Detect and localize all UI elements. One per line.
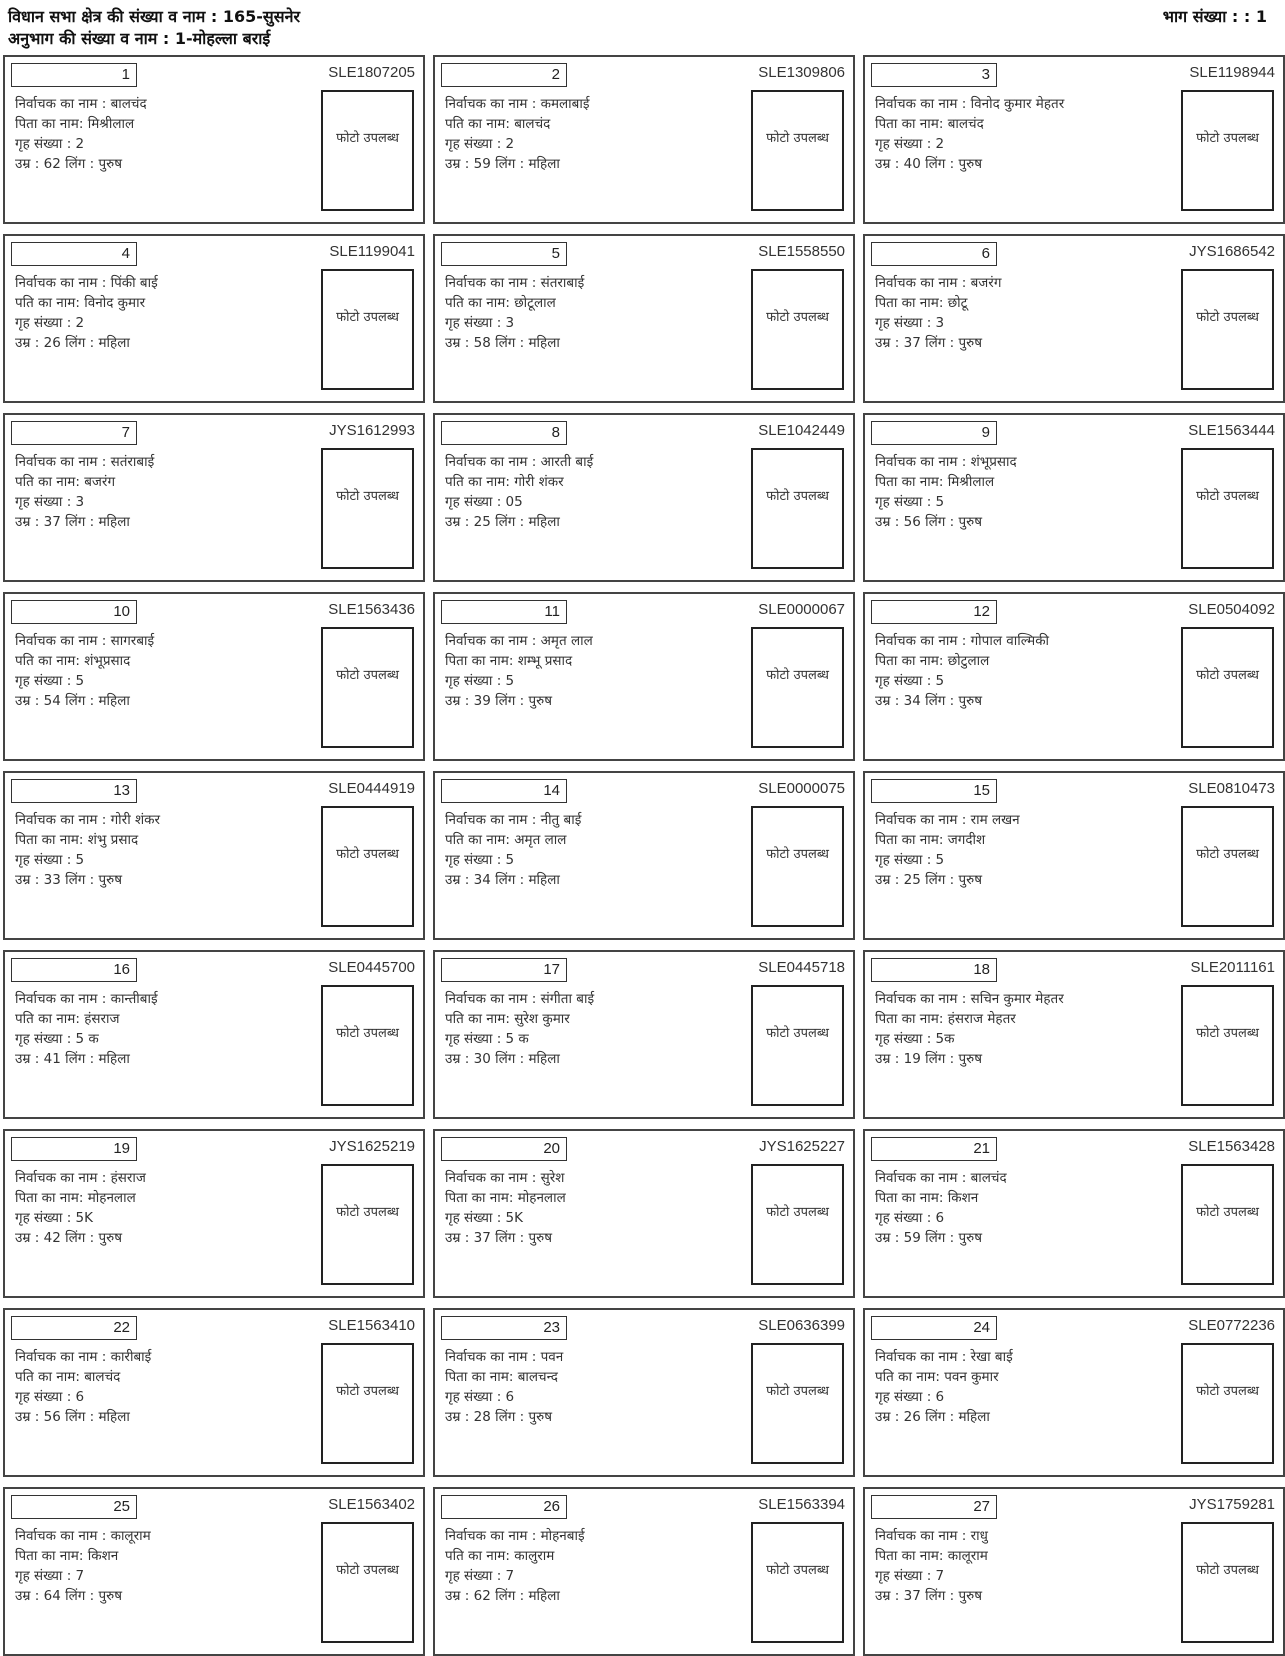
elector-name: निर्वाचक का नाम : आरती बाई — [445, 454, 594, 470]
relation-name: पति का नाम: अमृत लाल — [445, 832, 567, 848]
age-gender: उम्र : 64 लिंग : पुरुष — [15, 1588, 122, 1604]
house-number: गृह संख्या : 6 — [875, 1210, 945, 1226]
voter-card — [863, 950, 1285, 1119]
epic-number: SLE1042449 — [758, 422, 845, 439]
epic-number: JYS1612993 — [329, 422, 415, 439]
voter-details — [445, 452, 593, 532]
house-number: गृह संख्या : 5K — [445, 1210, 523, 1226]
photo-placeholder — [751, 90, 844, 211]
elector-name: निर्वाचक का नाम : नीतु बाई — [445, 812, 582, 828]
age-gender: उम्र : 40 लिंग : पुरुष — [875, 156, 982, 172]
photo-placeholder — [1181, 269, 1274, 390]
epic-number: JYS1625219 — [329, 1138, 415, 1155]
elector-name: निर्वाचक का नाम : रेखा बाई — [875, 1349, 1013, 1365]
relation-name: पति का नाम: बजरंग — [15, 474, 116, 490]
voter-card — [433, 950, 855, 1119]
epic-number: SLE0772236 — [1188, 1317, 1275, 1334]
elector-name: निर्वाचक का नाम : हंसराज — [15, 1170, 146, 1186]
serial-number: 20 — [441, 1137, 567, 1161]
relation-name: पति का नाम: गोरी शंकर — [445, 474, 564, 490]
elector-name: निर्वाचक का नाम : कमलाबाई — [445, 96, 590, 112]
photo-placeholder — [321, 1164, 414, 1285]
voter-card — [3, 234, 425, 403]
serial-number: 9 — [871, 421, 997, 445]
relation-name: पिता का नाम: शम्भू प्रसाद — [445, 653, 573, 669]
age-gender: उम्र : 58 लिंग : महिला — [445, 335, 560, 351]
voter-card — [433, 1487, 855, 1656]
photo-placeholder — [751, 627, 844, 748]
elector-name: निर्वाचक का नाम : बालचंद — [15, 96, 147, 112]
age-gender: उम्र : 56 लिंग : महिला — [15, 1409, 130, 1425]
age-gender: उम्र : 37 लिंग : पुरुष — [875, 335, 982, 351]
voter-card — [3, 1129, 425, 1298]
voter-details — [15, 1347, 151, 1427]
relation-name: पिता का नाम: मिश्रीलाल — [875, 474, 995, 490]
relation-name: पिता का नाम: हंसराज मेहतर — [875, 1011, 1016, 1027]
photo-label: फोटो उपलब्ध — [336, 309, 399, 325]
serial-number: 15 — [871, 779, 997, 803]
epic-number: SLE0810473 — [1188, 780, 1275, 797]
age-gender: उम्र : 19 लिंग : पुरुष — [875, 1051, 982, 1067]
house-number: गृह संख्या : 3 — [15, 494, 85, 510]
serial-number: 6 — [871, 242, 997, 266]
relation-name: पिता का नाम: बालचंद — [875, 116, 984, 132]
relation-name: पिता का नाम: मोहनलाल — [15, 1190, 136, 1206]
elector-name: निर्वाचक का नाम : संतराबाई — [445, 275, 585, 291]
photo-label: फोटो उपलब्ध — [1196, 309, 1259, 325]
elector-name: निर्वाचक का नाम : गोरी शंकर — [15, 812, 161, 828]
photo-placeholder — [321, 806, 414, 927]
epic-number: JYS1686542 — [1189, 243, 1275, 260]
voter-details — [15, 94, 147, 174]
photo-placeholder — [321, 1343, 414, 1464]
age-gender: उम्र : 34 लिंग : महिला — [445, 872, 560, 888]
elector-name: निर्वाचक का नाम : सचिन कुमार मेहतर — [875, 991, 1064, 1007]
elector-name: निर्वाचक का नाम : कारीबाई — [15, 1349, 152, 1365]
photo-label: फोटो उपलब्ध — [336, 488, 399, 504]
voter-details — [875, 1347, 1013, 1427]
photo-label: फोटो उपलब्ध — [766, 1204, 829, 1220]
age-gender: उम्र : 41 लिंग : महिला — [15, 1051, 130, 1067]
age-gender: उम्र : 59 लिंग : महिला — [445, 156, 560, 172]
elector-name: निर्वाचक का नाम : अमृत लाल — [445, 633, 593, 649]
photo-placeholder — [1181, 985, 1274, 1106]
elector-name: निर्वाचक का नाम : राधु — [875, 1528, 988, 1544]
photo-placeholder — [751, 1164, 844, 1285]
house-number: गृह संख्या : 5K — [15, 1210, 93, 1226]
serial-number: 5 — [441, 242, 567, 266]
elector-name: निर्वाचक का नाम : विनोद कुमार मेहतर — [875, 96, 1065, 112]
photo-placeholder — [321, 985, 414, 1106]
voter-details — [445, 989, 594, 1069]
house-number: गृह संख्या : 5 क — [445, 1031, 529, 1047]
voter-card — [3, 592, 425, 761]
relation-name: पिता का नाम: बालचन्द — [445, 1369, 558, 1385]
epic-number: SLE0504092 — [1188, 601, 1275, 618]
voter-details — [445, 810, 581, 890]
voter-card — [433, 55, 855, 224]
voter-details — [15, 1526, 151, 1606]
voter-card — [433, 1308, 855, 1477]
section-title: अनुभाग की संख्या व नाम : 1-मोहल्ला बराई — [8, 29, 271, 48]
serial-number: 24 — [871, 1316, 997, 1340]
voter-card — [3, 413, 425, 582]
photo-label: फोटो उपलब्ध — [336, 1025, 399, 1041]
house-number: गृह संख्या : 6 — [15, 1389, 85, 1405]
age-gender: उम्र : 26 लिंग : महिला — [15, 335, 130, 351]
epic-number: JYS1625227 — [759, 1138, 845, 1155]
voter-details — [15, 273, 158, 353]
voter-details — [15, 1168, 146, 1248]
photo-placeholder — [1181, 627, 1274, 748]
epic-number: SLE1558550 — [758, 243, 845, 260]
voter-card — [863, 55, 1285, 224]
photo-label: फोटो उपलब्ध — [1196, 1204, 1259, 1220]
relation-name: पति का नाम: बालचंद — [445, 116, 551, 132]
voter-details — [15, 452, 154, 532]
house-number: गृह संख्या : 5 — [15, 673, 85, 689]
age-gender: उम्र : 26 लिंग : महिला — [875, 1409, 990, 1425]
elector-name: निर्वाचक का नाम : सतंराबाई — [15, 454, 155, 470]
elector-name: निर्वाचक का नाम : मोहनबाई — [445, 1528, 585, 1544]
house-number: गृह संख्या : 2 — [445, 136, 515, 152]
epic-number: SLE1563410 — [328, 1317, 415, 1334]
voter-details — [445, 1168, 566, 1248]
serial-number: 13 — [11, 779, 137, 803]
elector-name: निर्वाचक का नाम : शंभूप्रसाद — [875, 454, 1017, 470]
epic-number: SLE1309806 — [758, 64, 845, 81]
age-gender: उम्र : 33 लिंग : पुरुष — [15, 872, 122, 888]
relation-name: पति का नाम: शंभूप्रसाद — [15, 653, 131, 669]
elector-name: निर्वाचक का नाम : सागरबाई — [15, 633, 155, 649]
constituency-title: विधान सभा क्षेत्र की संख्या व नाम : 165-सुसनेर — [8, 7, 300, 26]
elector-name: निर्वाचक का नाम : कालूराम — [15, 1528, 151, 1544]
voter-card — [863, 1487, 1285, 1656]
epic-number: SLE1563402 — [328, 1496, 415, 1513]
epic-number: SLE1563394 — [758, 1496, 845, 1513]
age-gender: उम्र : 62 लिंग : महिला — [445, 1588, 560, 1604]
house-number: गृह संख्या : 5 — [15, 852, 85, 868]
photo-label: फोटो उपलब्ध — [766, 846, 829, 862]
voter-details — [445, 1526, 585, 1606]
epic-number: SLE0445700 — [328, 959, 415, 976]
photo-placeholder — [1181, 1522, 1274, 1643]
voter-card — [863, 1129, 1285, 1298]
house-number: गृह संख्या : 5 — [445, 673, 515, 689]
voter-card — [3, 1308, 425, 1477]
house-number: गृह संख्या : 5 — [875, 673, 945, 689]
serial-number: 14 — [441, 779, 567, 803]
photo-placeholder — [321, 448, 414, 569]
serial-number: 19 — [11, 1137, 137, 1161]
voter-details — [875, 810, 1020, 890]
serial-number: 10 — [11, 600, 137, 624]
page-header — [8, 6, 300, 50]
epic-number: SLE0000067 — [758, 601, 845, 618]
photo-placeholder — [751, 985, 844, 1106]
photo-placeholder — [1181, 90, 1274, 211]
relation-name: पिता का नाम: किशन — [875, 1190, 979, 1206]
house-number: गृह संख्या : 3 — [445, 315, 515, 331]
epic-number: JYS1759281 — [1189, 1496, 1275, 1513]
voter-details — [875, 1168, 1007, 1248]
age-gender: उम्र : 37 लिंग : पुरुष — [875, 1588, 982, 1604]
voter-details — [15, 631, 154, 711]
voter-card — [863, 592, 1285, 761]
house-number: गृह संख्या : 7 — [875, 1568, 945, 1584]
photo-label: फोटो उपलब्ध — [766, 667, 829, 683]
house-number: गृह संख्या : 5क — [875, 1031, 955, 1047]
epic-number: SLE1198944 — [1189, 64, 1275, 81]
elector-name: निर्वाचक का नाम : पिंकी बाई — [15, 275, 158, 291]
age-gender: उम्र : 56 लिंग : पुरुष — [875, 514, 982, 530]
elector-name: निर्वाचक का नाम : राम लखन — [875, 812, 1020, 828]
age-gender: उम्र : 59 लिंग : पुरुष — [875, 1230, 982, 1246]
photo-placeholder — [321, 269, 414, 390]
house-number: गृह संख्या : 5 — [875, 494, 945, 510]
voter-card — [3, 771, 425, 940]
voter-card — [433, 592, 855, 761]
photo-label: फोटो उपलब्ध — [336, 1383, 399, 1399]
voter-card — [863, 234, 1285, 403]
age-gender: उम्र : 42 लिंग : पुरुष — [15, 1230, 122, 1246]
photo-label: फोटो उपलब्ध — [1196, 1383, 1259, 1399]
photo-placeholder — [321, 90, 414, 211]
photo-label: फोटो उपलब्ध — [766, 488, 829, 504]
photo-label: फोटो उपलब्ध — [766, 309, 829, 325]
age-gender: उम्र : 37 लिंग : पुरुष — [445, 1230, 552, 1246]
house-number: गृह संख्या : 7 — [445, 1568, 515, 1584]
serial-number: 11 — [441, 600, 567, 624]
photo-label: फोटो उपलब्ध — [336, 1204, 399, 1220]
elector-name: निर्वाचक का नाम : बजरंग — [875, 275, 1002, 291]
house-number: गृह संख्या : 05 — [445, 494, 523, 510]
voter-details — [875, 1526, 988, 1606]
photo-label: फोटो उपलब्ध — [1196, 1025, 1259, 1041]
relation-name: पति का नाम: हंसराज — [15, 1011, 120, 1027]
elector-name: निर्वाचक का नाम : पवन — [445, 1349, 564, 1365]
relation-name: पिता का नाम: शंभु प्रसाद — [15, 832, 139, 848]
voter-card — [863, 771, 1285, 940]
age-gender: उम्र : 54 लिंग : महिला — [15, 693, 130, 709]
age-gender: उम्र : 30 लिंग : महिला — [445, 1051, 560, 1067]
relation-name: पिता का नाम: किशन — [15, 1548, 119, 1564]
epic-number: SLE1563428 — [1188, 1138, 1275, 1155]
photo-placeholder — [751, 806, 844, 927]
serial-number: 3 — [871, 63, 997, 87]
photo-label: फोटो उपलब्ध — [1196, 667, 1259, 683]
photo-placeholder — [1181, 1164, 1274, 1285]
relation-name: पिता का नाम: कालूराम — [875, 1548, 988, 1564]
serial-number: 25 — [11, 1495, 137, 1519]
age-gender: उम्र : 62 लिंग : पुरुष — [15, 156, 122, 172]
photo-placeholder — [751, 1343, 844, 1464]
elector-name: निर्वाचक का नाम : सुरेश — [445, 1170, 565, 1186]
photo-label: फोटो उपलब्ध — [766, 1025, 829, 1041]
photo-placeholder — [321, 627, 414, 748]
serial-number: 7 — [11, 421, 137, 445]
photo-placeholder — [1181, 448, 1274, 569]
photo-label: फोटो उपलब्ध — [766, 1562, 829, 1578]
house-number: गृह संख्या : 6 — [445, 1389, 515, 1405]
epic-number: SLE1807205 — [328, 64, 415, 81]
relation-name: पिता का नाम: छोटू — [875, 295, 968, 311]
relation-name: पिता का नाम: मोहनलाल — [445, 1190, 566, 1206]
elector-name: निर्वाचक का नाम : कान्तीबाई — [15, 991, 158, 1007]
part-number: भाग संख्या : : 1 — [1162, 7, 1267, 26]
serial-number: 1 — [11, 63, 137, 87]
voter-details — [875, 631, 1049, 711]
voter-details — [445, 1347, 563, 1427]
voter-details — [445, 631, 593, 711]
voter-details — [875, 273, 1001, 353]
serial-number: 22 — [11, 1316, 137, 1340]
photo-placeholder — [1181, 806, 1274, 927]
relation-name: पति का नाम: सुरेश कुमार — [445, 1011, 570, 1027]
relation-name: पति का नाम: पवन कुमार — [875, 1369, 999, 1385]
serial-number: 8 — [441, 421, 567, 445]
photo-placeholder — [321, 1522, 414, 1643]
elector-name: निर्वाचक का नाम : गोपाल वाल्मिकी — [875, 633, 1050, 649]
voter-card — [863, 413, 1285, 582]
relation-name: पति का नाम: छोटूलाल — [445, 295, 556, 311]
photo-label: फोटो उपलब्ध — [766, 130, 829, 146]
serial-number: 26 — [441, 1495, 567, 1519]
photo-label: फोटो उपलब्ध — [1196, 130, 1259, 146]
serial-number: 27 — [871, 1495, 997, 1519]
voter-card — [433, 1129, 855, 1298]
relation-name: पति का नाम: विनोद कुमार — [15, 295, 146, 311]
age-gender: उम्र : 39 लिंग : पुरुष — [445, 693, 552, 709]
serial-number: 16 — [11, 958, 137, 982]
photo-label: फोटो उपलब्ध — [336, 1562, 399, 1578]
voter-card — [3, 950, 425, 1119]
age-gender: उम्र : 34 लिंग : पुरुष — [875, 693, 982, 709]
epic-number: SLE0636399 — [758, 1317, 845, 1334]
photo-label: फोटो उपलब्ध — [1196, 488, 1259, 504]
voter-details — [875, 452, 1017, 532]
epic-number: SLE0445718 — [758, 959, 845, 976]
voter-details — [15, 989, 158, 1069]
photo-label: फोटो उपलब्ध — [336, 130, 399, 146]
house-number: गृह संख्या : 5 — [445, 852, 515, 868]
serial-number: 2 — [441, 63, 567, 87]
relation-name: पति का नाम: कालुराम — [445, 1548, 555, 1564]
voter-card — [3, 55, 425, 224]
voter-card — [433, 771, 855, 940]
relation-name: पिता का नाम: छोटुलाल — [875, 653, 990, 669]
epic-number: SLE2011161 — [1190, 959, 1275, 976]
photo-label: फोटो उपलब्ध — [336, 846, 399, 862]
serial-number: 23 — [441, 1316, 567, 1340]
house-number: गृह संख्या : 6 — [875, 1389, 945, 1405]
house-number: गृह संख्या : 3 — [875, 315, 945, 331]
epic-number: SLE1563444 — [1188, 422, 1275, 439]
elector-name: निर्वाचक का नाम : संगीता बाई — [445, 991, 595, 1007]
voter-details — [445, 94, 590, 174]
age-gender: उम्र : 25 लिंग : पुरुष — [875, 872, 982, 888]
serial-number: 18 — [871, 958, 997, 982]
house-number: गृह संख्या : 7 — [15, 1568, 85, 1584]
photo-label: फोटो उपलब्ध — [766, 1383, 829, 1399]
epic-number: SLE1199041 — [329, 243, 415, 260]
house-number: गृह संख्या : 2 — [15, 315, 85, 331]
age-gender: उम्र : 28 लिंग : पुरुष — [445, 1409, 552, 1425]
voter-card — [3, 1487, 425, 1656]
voter-card-grid — [3, 55, 1283, 1656]
relation-name: पिता का नाम: मिश्रीलाल — [15, 116, 135, 132]
epic-number: SLE0444919 — [328, 780, 415, 797]
house-number: गृह संख्या : 5 क — [15, 1031, 99, 1047]
photo-placeholder — [751, 448, 844, 569]
house-number: गृह संख्या : 2 — [15, 136, 85, 152]
voter-card — [863, 1308, 1285, 1477]
serial-number: 12 — [871, 600, 997, 624]
house-number: गृह संख्या : 2 — [875, 136, 945, 152]
relation-name: पिता का नाम: जगदीश — [875, 832, 986, 848]
photo-label: फोटो उपलब्ध — [1196, 1562, 1259, 1578]
house-number: गृह संख्या : 5 — [875, 852, 945, 868]
voter-card — [433, 413, 855, 582]
age-gender: उम्र : 25 लिंग : महिला — [445, 514, 560, 530]
photo-placeholder — [1181, 1343, 1274, 1464]
voter-details — [875, 94, 1064, 174]
photo-placeholder — [751, 269, 844, 390]
serial-number: 17 — [441, 958, 567, 982]
relation-name: पति का नाम: बालचंद — [15, 1369, 121, 1385]
photo-label: फोटो उपलब्ध — [336, 667, 399, 683]
epic-number: SLE0000075 — [758, 780, 845, 797]
photo-placeholder — [751, 1522, 844, 1643]
serial-number: 21 — [871, 1137, 997, 1161]
age-gender: उम्र : 37 लिंग : महिला — [15, 514, 130, 530]
photo-label: फोटो उपलब्ध — [1196, 846, 1259, 862]
voter-details — [15, 810, 160, 890]
voter-details — [875, 989, 1064, 1069]
voter-card — [433, 234, 855, 403]
serial-number: 4 — [11, 242, 137, 266]
voter-details — [445, 273, 584, 353]
epic-number: SLE1563436 — [328, 601, 415, 618]
elector-name: निर्वाचक का नाम : बालचंद — [875, 1170, 1007, 1186]
